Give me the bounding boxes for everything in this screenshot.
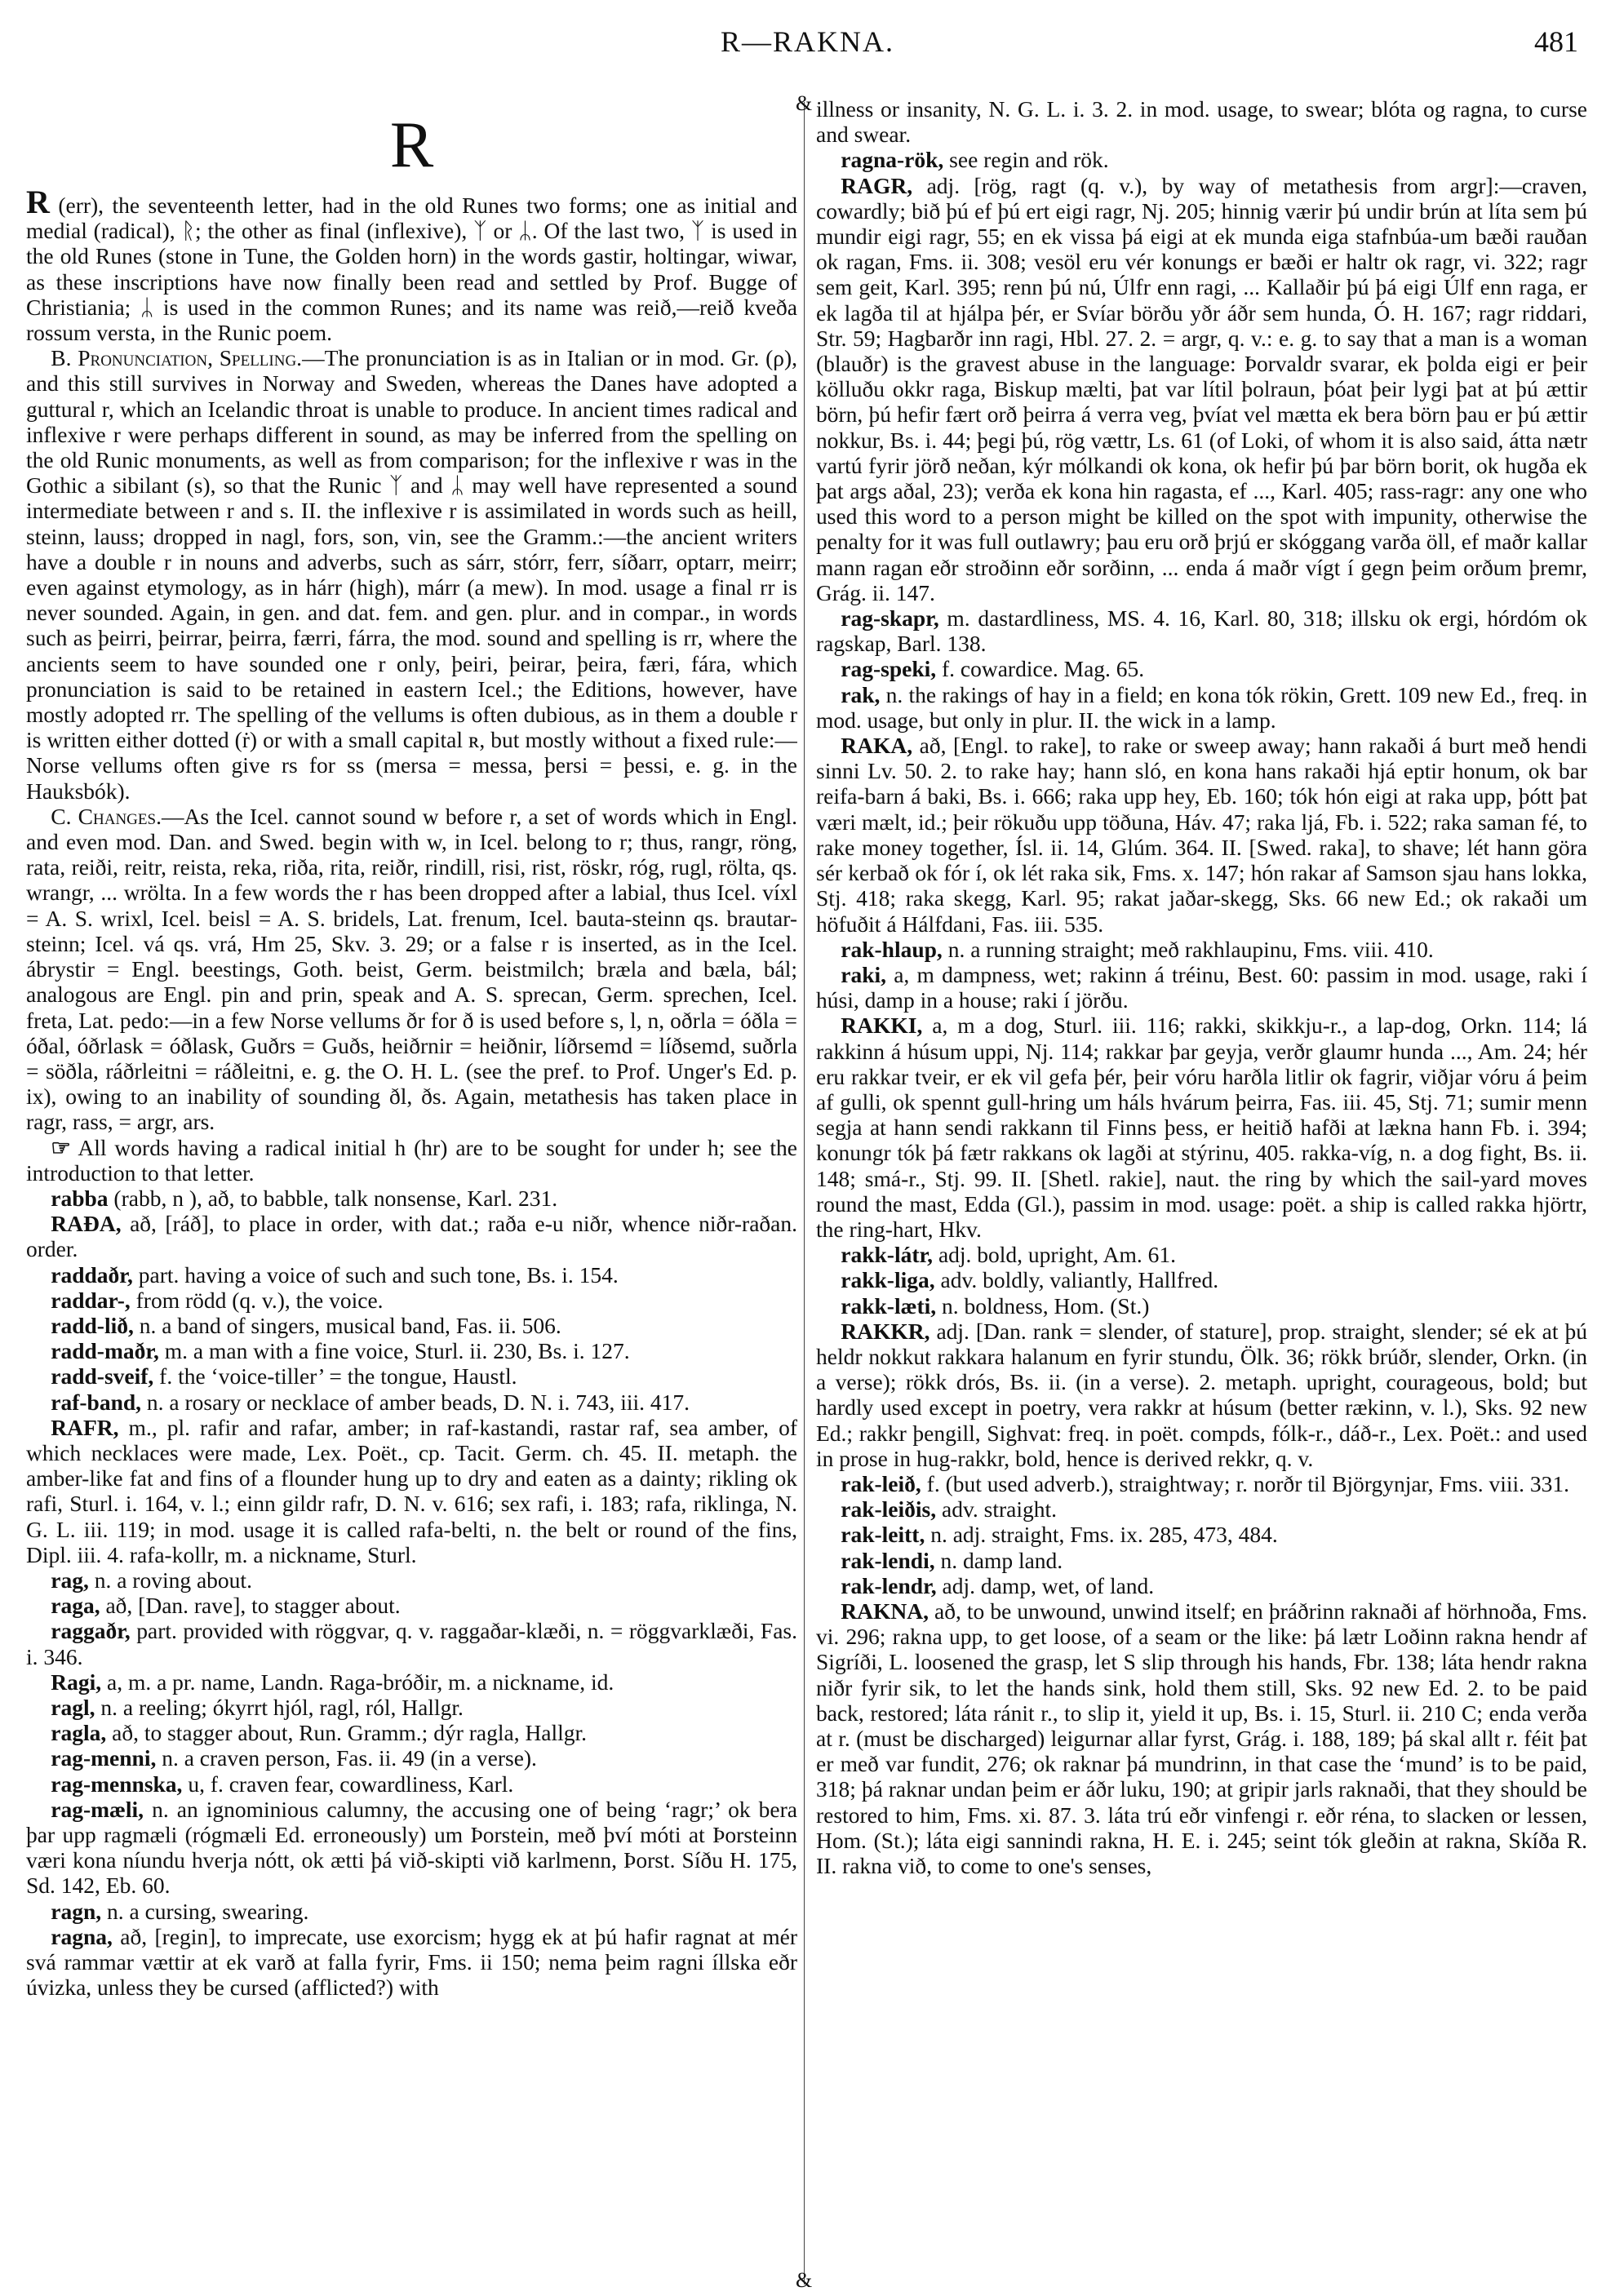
entry-headword: RAKKI, [841,1013,923,1039]
dictionary-entry [816,1013,1587,1242]
entry-body: (err), the seventeenth letter, had in the old Runes two forms; one as initial and medial (radical), ᚱ; the other as final (inflexive), ᛉ or ᛦ. Of the last two, ᛉ is used in the old Runes (stone in Tune, the Golden horn) in the words gastir, holtingar, wiwar, as these inscriptions have now finally been read and settled by Prof. Bugge of Christiania; ᛦ is used in the common Runes; and its name was reið,—reið kveða rossum versta, in the Runic poem. [26,193,797,346]
entry-body: n. a rosary or necklace of amber beads, D. N. i. 743, iii. 417. [141,1389,690,1415]
entry-headword: rag-mæli, [51,1796,144,1822]
entry-body: að, to stagger about, Run. Gramm.; dýr ragla, Hallgr. [106,1720,588,1746]
entry-body: a, m dampness, wet; rakinn á tréinu, Best. 60: passim in mod. usage, raki í húsi, damp in a house; raki í jörðu. [816,961,1587,1013]
dictionary-entry [816,733,1587,937]
entry-headword: radd-maðr, [51,1338,159,1364]
dictionary-entry [816,962,1587,1013]
page-number: 481 [1534,25,1578,58]
entry-headword: rak, [841,681,881,707]
entry-body: u, f. craven fear, cowardliness, Karl. [182,1771,514,1797]
dictionary-entry [816,173,1587,605]
entry-headword: raf-band, [51,1389,142,1415]
entry-body: m. a man with a fine voice, Sturl. ii. 230, Bs. i. 127. [158,1338,630,1364]
entry-headword: radd-sveif, [51,1363,154,1390]
entry-body: n. the rakings of hay in a field; en kona tók rökin, Grett. 109 new Ed., freq. in mod. usage, but only in plur. II. the wick in a lamp. [816,681,1587,733]
dictionary-entry [26,804,797,1135]
entry-headword: ragla, [51,1720,107,1746]
dictionary-entry [816,937,1587,962]
entry-body: n. an ignominious calumny, the accusing one of being ‘ragr;’ ok bera þar upp ragmæli (rógmæli Ed. erroneously) um Þorstein, með því móti at Þorsteinn væri kona níundu hverja nótt, ok ætti þá við-skipti við karlmenn, Þorst. Síðu H. 175, Sd. 142, Eb. 60. [26,1796,797,1899]
entry-body: —As the Icel. cannot sound w before r, a set of words which in Engl. and even mod. Dan. and Swed. begin with w, in Icel. belong to r; thus, rangr, röng, rata, reiði, reitr, reista, reka, riða, rita, reiðr, rindill, risi, rist, röskr, róg, rugl, rölta, qs. wrangr, ... wrölta. In a few words the r has been dropped after a labial, thus Icel. víxl = A. S. wrixl, Icel. beisl = A. S. bridels, Lat. frenum, Icel. bauta-steinn qs. brautar-steinn; Icel. vá qs. vrá, Hm 25, Skv. 3. 29; or a false r is inserted, as in the Icel. ábrystir = Engl. beestings, Goth. beist, Germ. beistmilch; bræla and bæla, bál; analogous are Engl. pin and prin, speak and A. S. sprecan, Germ. sprechen, Icel. freta, Lat. pedo:—in a few Norse vellums ðr for ð is used before s, l, n, oðrla = óðla = óðal, óðrlask = óðlask, Guðrs = Guðs, heiðrnir = heiðnir, líðrsemd = líðsemd, suðrla = söðla, ráðrleitni = ráðleitni, e. g. the O. H. L. (see the pref. to Prof. Unger's Ed. p. ix), owing to an inability of sounding ðl, ðs. Again, metathesis has taken place in ragr, rass, = argr, ars. [26,803,797,1135]
dictionary-entry [816,1548,1587,1573]
entry-body: (rabb, n ), að, to babble, talk nonsense, Karl. 231. [108,1185,558,1211]
entry-body: n. boldness, Hom. (St.) [936,1292,1150,1319]
entry-body: að, [regin], to imprecate, use exorcism; hygg ek at þú hafir ragnat at mér svá rammar vættir at ek varð at falla fyrir, Fms. ii 150; nema þeim ragni íllska eðr úvizka, unless they be cursed (afflicted?) with [26,1923,797,2001]
entry-headword: RAÐA, [51,1211,122,1237]
dictionary-entry [26,1211,797,1261]
dictionary-entry [26,1669,797,1695]
entry-body: adj. [Dan. rank = slender, of stature], prop. straight, slender; sé ek at þú heldr nokkut rakkara halanum en fyrir stundu, Ölk. 36; rökk brúðr, slender, Orkn. (in a verse); rökk drós, Bs. ii. (in a verse). 2. metaph. upright, courageous, bold; but hardly used except in poetry, vera rakkr at húsum (better rækinn, v. l.), Sks. 92 new Ed.; rakkr þengill, Sighvat: freq. in poët. compds, fólk-r., dáð-r., Lex. Poët.: and used in prose in hug-rakkr, bold, hence is derived rekkr, q. v. [816,1318,1587,1471]
entry-body: —The pronunciation is as in Italian or in mod. Gr. (ρ), and this still survives in Norway and Sweden, whereas the Danes have adopted a guttural r, which an Icelandic throat is unable to produce. In ancient times radical and inflexive r were perhaps different in sound, as may be inferred from the spelling on the old Runic monuments, as well as from comparison; for the inflexive r was in the Gothic a sibilant (s), so that the Runic ᛉ and ᛦ may well have represented a sound intermediate between r and s. II. the inflexive r is assimilated in words such as heill, steinn, lauss; dropped in nagl, fors, son, vin, see the Gramm.:—the ancient writers have a double r in nouns and adverbs, such as sárr, stórr, ferr, síðarr, optarr, meirr; even against etymology, as in hárr (high), márr (a mew). In mod. usage a final rr is never sounded. Again, in gen. and dat. fem. and gen. plur. and in compar., in words such as þeirri, þeirrar, þeirra, færri, fárra, the mod. sound and spelling is rr, where the ancients seem to have sounded one r only, þeiri, þeirar, þeira, færi, fára, which pronunciation is said to be retained in eastern Icel.; the Editions, however, have mostly adopted rr. The spelling of the vellums is often dubious, as in them a double r is written either dotted (ṙ) or with a small capital ʀ, but mostly without a fixed rule:—Norse vellums often give rs for ss (mersa = messa, þersi = þessi, e. g. in the Hauksbók). [26,345,797,804]
dictionary-entry [26,1771,797,1797]
entry-body: f. (but used adverb.), straightway; r. norðr til Björgynjar, Fms. viii. 331. [921,1470,1570,1496]
dictionary-entry [26,1415,797,1567]
entry-headword: Ragi, [51,1669,102,1695]
dictionary-entry [26,1288,797,1313]
entry-headword: RAKKR, [841,1318,930,1344]
page-header [0,24,1615,65]
entry-headword: raddaðr, [51,1261,133,1288]
dictionary-entry [26,1390,797,1415]
entry-body: að, to be unwound, unwind itself; en þráðrinn raknaði af hörhnoða, Fms. vi. 296; rakna upp, to get loose, of a seam or the like: þá lætr Loðinn rakna hendr af Sigríði, L. loosened the grasp, let S slip through his hands, Fbr. 138; láta hendr rakna niðr fyrir sik, to let the hands sink, hold them still, Sks. 92 new Ed. 2. to be paid back, restored; láta ránit r., to slip it, yield it up, Bs. i. 15, Sturl. ii. 210 C; enda verða at r. (must be discharged) leigurnar allar fyrst, Grág. i. 188, 189; þá skal allt r. féit þat er með var fundit, 276; ok raknar þá mundrinn, in that case the ‘mund’ is to be paid, 318; þá raknar undan þeim er áðr luku, 190; at gripir jarls raknaði, that they should be restored to him, Fms. xi. 87. 3. láta trú eðr vinfengi r. eðr réna, to slacken or lessen, Hom. (St.); láta eigi sannindi rakna, H. E. i. 245; seint tók gleðin at rakna, Skíða R. II. rakna við, to come to one's senses, [816,1598,1587,1879]
dictionary-entry [816,1242,1587,1267]
entry-body: n. a craven person, Fas. ii. 49 (in a verse). [156,1745,537,1771]
dictionary-entry [26,1313,797,1338]
dictionary-entry [26,1720,797,1745]
dictionary-entry [26,1338,797,1363]
dictionary-entry [816,1522,1587,1547]
dictionary-entry [26,1363,797,1389]
entry-headword: R [26,184,50,220]
dictionary-entry [816,682,1587,733]
dictionary-entry [816,1293,1587,1319]
entry-headword: rak-hlaup, [841,936,943,962]
entry-headword: rag-skapr, [841,605,939,632]
dictionary-entry [26,1567,797,1593]
dictionary-entry [26,184,797,346]
entry-body: a, m a dog, Sturl. iii. 116; rakki, skikkju-r., a lap-dog, Orkn. 114; lá rakkinn á húsum uppi, Nj. 114; rakkar þar geyja, verðr glaumr hunda ..., Am. 24; hér eru rakkar tveir, er ek vil gefa þér, þeir vóru harðla litlir ok fagrir, viðjar vóru á þeim af gulli, ok spennt gull-hring um háls hvárum þeirra, Fas. iii. 45, Stj. 71; sumir menn segja at hann sendi rakkann til Finns þess, er heitið hafði at lækna hann Fb. i. 394; konungr tók þá fætr rakkans ok lagði at stýrinu, 405. rakka-víg, n. a dog fight, Bs. ii. 148; smá-r., Stj. 99. II. [Shetl. rakie], naut. the ring by which the sail-yard moves round the mast, Edda (Gl.), passim in mod. usage: poët. a ship is called rakka hjörtr, the ring-hart, Hkv. [816,1013,1587,1242]
entry-body: n. a roving about. [88,1567,252,1593]
entry-headword: ☞ [51,1134,71,1160]
entry-body: from rödd (q. v.), the voice. [130,1287,384,1313]
entry-headword: rak-leiðis, [841,1496,937,1523]
dictionary-entry [816,1573,1587,1598]
entry-body: adv. boldly, valiantly, Hallfred. [934,1267,1219,1293]
dictionary-entry [816,96,1587,147]
entry-body: n. a cursing, swearing. [101,1898,309,1924]
right-column [816,96,1587,2291]
dictionary-entry [816,1471,1587,1496]
entry-headword: rakk-læti, [841,1292,937,1319]
entry-headword: RAGR, [841,172,913,198]
entry-body: adj. [rög, ragt (q. v.), by way of metathesis from argr]:—craven, cowardly; bið þú ef þú ert eigi ragr, Nj. 205; hinnig værir þú undir brún at líta sem þú mundir eigi ragr, 55; en ek vissa þá eigi at ek munda eiga stafnbúa-um bæði rauðan ok ragan, Fms. ii. 308; vesöl eru vér konungs er bæði er haltr ok ragr, vi. 322; ragr sem geit, Karl. 395; renn þú nú, Úlfr enn ragi, ... Kallaðir þú þá eigi Úlf enn raga, er ek lagða til at hjálpa þér, er Svíar börðu yðr áðr sem hunda, Ó. H. 167; ragr riddari, Str. 59; Hagbarðr inn ragi, Hbl. 27. 2. = argr, q. v.: e. g. to say that a man is a woman (blauðr) is the gravest abuse in the language: Þorvaldr svarar, ek þolda eigi er þeir kölluðu okkr raga, Biskup mælti, þat var lítil þolraun, þóat þeir lygi þat at þú ættir börn, þú hefir fært orð þeirra á verra veg, þvíat vel mætta ek bera börn þau er þú ættir nokkur, Bs. i. 44; þegi þú, rög vættr, Ls. 61 (of Loki, of whom it is also said, átta nætr vartú fyrir jörð neðan, kýr mólkandi ok kona, ok hefir þú þar börn borit, ok hugða ek þat args aðal, 23); verða ek kona hin ragasta, ef ..., Karl. 405; rass-ragr: any one who used this word to a person might be killed on the spot with impunity, otherwise the penalty for it was full outlawry; þau eru orð þrjú er skóggang varða öll, ef maðr kallar mann ragan eðr stroðinn eðr sorðinn, ... enda á maðr vígt í gegn þeim orðum þremr, Grág. ii. 147. [816,172,1587,605]
entry-headword: raki, [841,961,887,987]
dictionary-entry [26,1618,797,1669]
entry-headword: B. Pronunciation, Spelling. [51,345,303,371]
section-letter-heading: R [389,109,434,181]
dictionary-entry [26,1745,797,1771]
entry-headword: raga, [51,1593,100,1619]
entry-body: n. a running straight; með rakhlaupinu, Fms. viii. 410. [942,936,1434,962]
entry-body: part. provided with röggvar, q. v. raggaðar-klæði, n. = röggvarklæði, Fas. i. 346. [26,1618,797,1669]
entry-body: n. a band of singers, musical band, Fas. ii. 506. [133,1312,561,1338]
entry-body: n. a reeling; ókyrrt hjól, ragl, ról, Hallgr. [95,1694,464,1720]
dictionary-entry [816,147,1587,172]
dictionary-entry [816,1319,1587,1471]
entry-headword: ragna, [51,1923,113,1949]
entry-headword: RAFR, [51,1414,119,1440]
entry-headword: rak-leið, [841,1470,921,1496]
entry-body: adj. damp, wet, of land. [936,1572,1155,1598]
entry-body: a, m. a pr. name, Landn. Raga-bróðir, m. a nickname, id. [101,1669,614,1695]
entry-body: adv. straight. [936,1496,1058,1523]
entry-body: illness or insanity, N. G. L. i. 3. 2. in mod. usage, to swear; blóta og ragna, to curse and swear. [816,96,1587,148]
entry-body: f. the ‘voice-tiller’ = the tongue, Haustl. [153,1363,517,1390]
entry-headword: RAKNA, [841,1598,929,1624]
entry-headword: rabba [51,1185,109,1211]
entry-headword: rag, [51,1567,89,1593]
entry-body: að, [Dan. rave], to stagger about. [100,1593,401,1619]
dictionary-entry [26,1695,797,1720]
entry-headword: rak-lendi, [841,1547,935,1573]
entry-headword: rakk-látr, [841,1242,934,1268]
entry-headword: C. Changes. [51,803,162,829]
dictionary-entry [816,605,1587,656]
entry-headword: rag-menni, [51,1745,157,1771]
dictionary-entry [26,1135,797,1186]
entry-headword: rak-lendr, [841,1572,937,1598]
entry-headword: ragn, [51,1898,102,1924]
entry-body: f. cowardice. Mag. 65. [936,656,1145,682]
entry-body: adj. bold, upright, Am. 61. [933,1242,1176,1268]
entry-body: m. dastardliness, MS. 4. 16, Karl. 80, 318; illsku ok ergi, hórdóm ok ragskap, Barl. 138. [816,605,1587,657]
entry-body: see regin and rök. [943,147,1109,173]
entry-headword: rag-speki, [841,656,937,682]
dictionary-entry [26,1186,797,1211]
running-title: R—RAKNA. [720,25,894,58]
ornament-top-icon: & [796,91,813,115]
dictionary-entry [816,1267,1587,1292]
entry-headword: ragl, [51,1694,95,1720]
entry-headword: RAKA, [841,733,913,759]
dictionary-entry [26,1899,797,1924]
entry-headword: raddar-, [51,1287,131,1313]
dictionary-entry [26,1262,797,1288]
entry-body: n. damp land. [934,1547,1063,1573]
entry-headword: raggaðr, [51,1618,131,1644]
entry-headword: ragna-rök, [841,147,944,173]
entry-headword: rag-mennska, [51,1771,183,1797]
entry-body: part. having a voice of such and such tone, Bs. i. 154. [132,1261,619,1288]
entry-headword: rak-leitt, [841,1522,925,1548]
left-column [26,104,797,2287]
ornament-bottom-icon: & [796,2268,813,2292]
entry-body: að, [Engl. to rake], to rake or sweep away; hann rakaði á burt með hendi sinni Lv. 50. 2. to rake hay; hann sló, en kona hans rakaði hjá eptir honum, ok bar reifa-barn á baki, Bs. i. 666; raka upp hey, Eb. 160; tók hón eigi at raka upp, þótt þat væri mælt, id.; þeir rökuðu upp töðuna, Háv. 47; raka ljá, Fb. i. 522; raka saman fé, to rake money together, Ísl. ii. 14, Glúm. 364. II. [Swed. raka], to shave; lét hann göra sér kerbað ok fór í, ok lét raka sik, Fms. x. 147; hón rakar af Samson sjau hans lokka, Stj. 418; raka skegg, Karl. 95; rakat jaðar-skegg, Sks. 66 new Ed.; ok rakaði um höfuðit á Hálfdani, Fas. iii. 535. [816,733,1587,937]
entry-body: All words having a radical initial h (hr) are to be sought for under h; see the introduction to that letter. [26,1134,797,1186]
column-divider [804,102,805,2285]
entry-body: n. adj. straight, Fms. ix. 285, 473, 484. [925,1522,1278,1548]
dictionary-entry [816,656,1587,681]
dictionary-entry [26,345,797,804]
dictionary-entry [26,1593,797,1618]
entry-headword: rakk-liga, [841,1267,935,1293]
dictionary-entry [816,1598,1587,1878]
left-entries [26,184,797,2001]
dictionary-entry [816,1496,1587,1522]
entry-body: m., pl. rafir and rafar, amber; in raf-kastandi, rastar raf, sea amber, of which necklaces were made, Lex. Poët., cp. Tacit. Germ. ch. 45. II. metaph. the amber-like fat and fins of a flounder hung up to dry and eaten as a dainty; rikling ok rafi, Sturl. i. 164, v. l.; einn gildr rafr, D. N. v. 616; sex rafi, i. 183; rafa, riklinga, N. G. L. iii. 119; in mod. usage it is called rafa-belti, n. the belt or round of the fins, Dipl. iii. 4. rafa-kollr, m. a nickname, Sturl. [26,1414,797,1567]
dictionary-entry [26,1797,797,1899]
dictionary-entry [26,1924,797,2001]
entry-body: að, [ráð], to place in order, with dat.; raða e-u niðr, whence niðr-raðan. order. [26,1211,797,1262]
entry-headword: radd-lið, [51,1312,134,1338]
right-entries [816,96,1587,1878]
